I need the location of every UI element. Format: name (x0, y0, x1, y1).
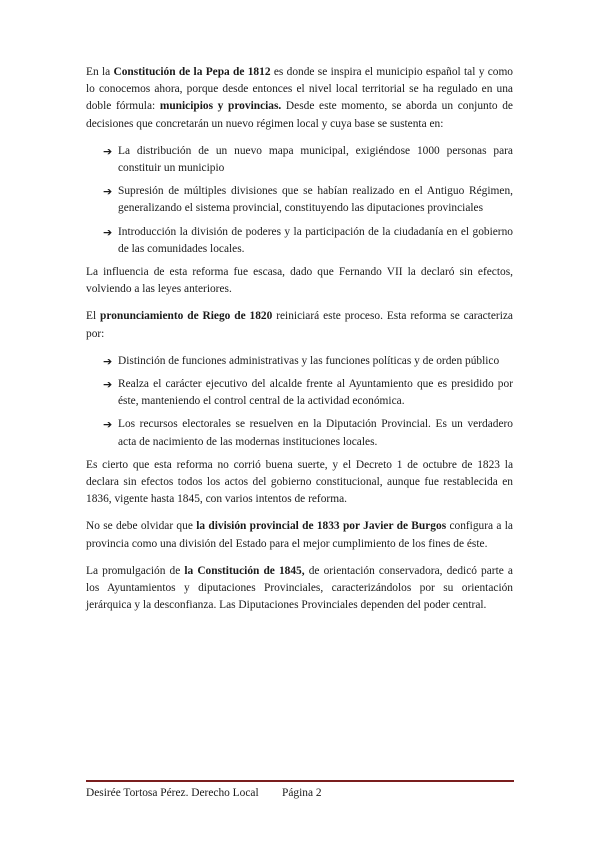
text-run: En la (86, 66, 114, 78)
arrow-right-icon: ➔ (103, 418, 113, 432)
arrow-right-icon: ➔ (103, 144, 113, 158)
text-run: Desde este momento, se aborda un conjunto de decisiones que concretarán un nuevo régimen local y cuya base se sustenta en: (86, 100, 513, 130)
list-item (103, 353, 513, 370)
bold-phrase: pronunciamiento de Riego de 1820 (100, 310, 273, 323)
document-body (86, 64, 513, 624)
page-footer (86, 786, 322, 800)
list-item (103, 183, 513, 217)
footer-divider (86, 780, 514, 782)
list-item-text: Los recursos electorales se resuelven en la Diputación Provincial. Es un verdadero acta de nacimiento de las modernas instituciones locales. (118, 418, 513, 448)
bullet-list-1812 (86, 143, 513, 258)
footer-page-number: Página 2 (282, 787, 322, 799)
text-run: La promulgación de (86, 564, 185, 577)
list-item-text: Introducción la división de poderes y la participación de la ciudadanía en el gobierno de las comunidades locales. (118, 225, 513, 255)
bullet-list-1820 (86, 353, 513, 451)
text-run: de orientación conservadora, dedicó parte a los Ayuntamientos y diputaciones Provinciales, caracterizándolos por su orientación jerárquica y la desconfianza. Las Diputaciones Provinciales dependen del poder central. (86, 564, 513, 612)
list-item (103, 416, 513, 450)
bold-phrase: la Constitución de 1845, (184, 564, 305, 577)
list-item-text: La distribución de un nuevo mapa municipal, exigiéndose 1000 personas para constituir un municipio (118, 144, 513, 175)
arrow-right-icon: ➔ (103, 185, 113, 199)
arrow-right-icon: ➔ (103, 225, 113, 239)
list-item (103, 143, 513, 177)
footer-author: Desirée Tortosa Pérez. Derecho Local (86, 787, 259, 799)
text-run: es donde se inspira el municipio español tal y como lo conocemos ahora, porque desde entonces el nivel local territorial se ha regulado en una doble fórmula: (86, 66, 514, 113)
paragraph-riego-1820 (86, 308, 513, 342)
paragraph-reform-influence: La influencia de esta reforma fue escasa, dado que Fernando VII la declaró sin efectos, volviendo a las leyes anteriores. (86, 266, 513, 296)
bold-phrase: la división provincial de 1833 por Javier de Burgos (196, 520, 447, 533)
bold-phrase: municipios y provincias. (159, 100, 282, 113)
text-run: configura a la provincia como una división del Estado para el mejor cumplimiento de los fines de éste. (86, 520, 513, 550)
list-item (103, 376, 513, 410)
paragraph-1812-constitution (86, 64, 513, 133)
text-run: reiniciará este proceso. Esta reforma se caracteriza por: (86, 310, 513, 340)
list-item (103, 224, 513, 258)
list-item-text: Supresión de múltiples divisiones que se habían realizado en el Antiguo Régimen, generalizando el sistema provincial, constituyendo las diputaciones provinciales (118, 185, 513, 215)
list-item-text: Realza el carácter ejecutivo del alcalde frente al Ayuntamiento que es presidido por éste, manteniendo el control central de la actividad económica. (118, 378, 513, 408)
paragraph-decree-1823: Es cierto que esta reforma no corrió buena suerte, y el Decreto 1 de octubre de 1823 la declara sin efectos todos los actos del gobierno constitucional, aunque fue restablecida en 1836, vigente hasta 1845, con varios intentos de reforma. (86, 458, 513, 506)
text-run: No se debe olvidar que (86, 520, 197, 533)
bold-phrase: Constitución de la Pepa de 1812 (113, 66, 271, 78)
arrow-right-icon: ➔ (103, 378, 113, 392)
paragraph-division-1833 (86, 518, 513, 552)
arrow-right-icon: ➔ (103, 354, 113, 368)
text-run: El (86, 310, 101, 323)
paragraph-constitution-1845 (86, 563, 513, 615)
list-item-text: Distinción de funciones administrativas y las funciones políticas y de orden público (118, 354, 500, 367)
